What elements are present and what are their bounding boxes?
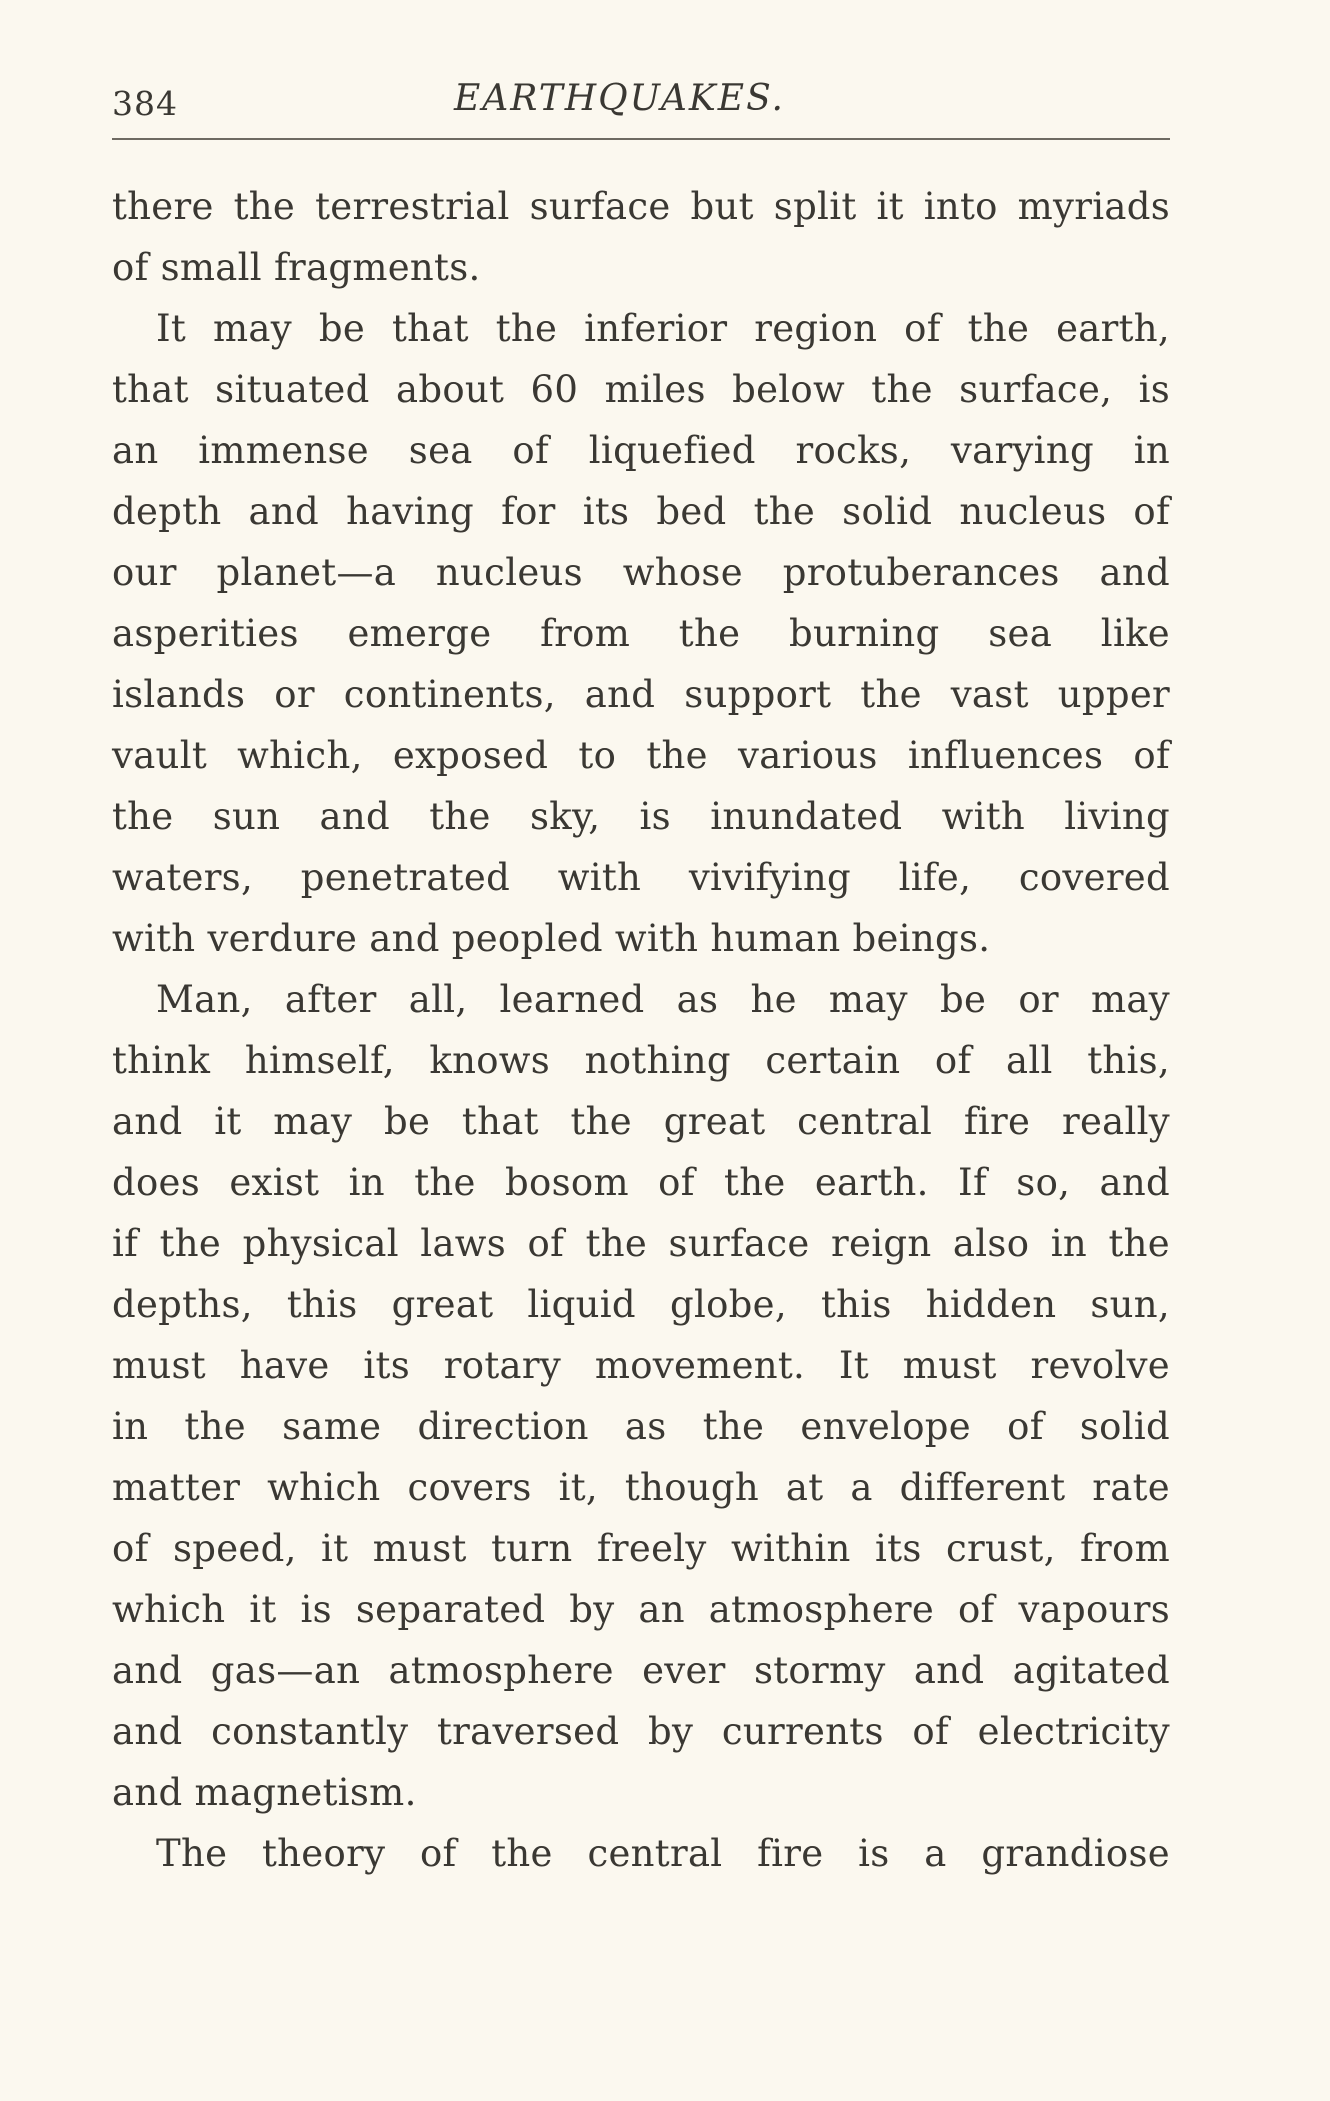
- text-line: asperities emerge from the burning sea like: [112, 612, 1170, 655]
- text-line: The theory of the central fire is a grandiose: [156, 1832, 1170, 1875]
- running-head: [112, 62, 1170, 123]
- text-line: depths, this great liquid globe, this hidden sun,: [112, 1283, 1170, 1326]
- text-line: in the same direction as the envelope of solid: [112, 1405, 1170, 1448]
- text-line: with verdure and peopled with human beings.: [112, 917, 991, 960]
- text-line: depth and having for its bed the solid nucleus of: [112, 490, 1170, 533]
- text-line: matter which covers it, though at a different rate: [112, 1466, 1170, 1509]
- text-line: our planet—a nucleus whose protuberances and: [112, 551, 1170, 594]
- text-line: which it is separated by an atmosphere of vapours: [112, 1588, 1170, 1631]
- text-line: and constantly traversed by currents of electricity: [112, 1710, 1170, 1753]
- text-line: waters, penetrated with vivifying life, covered: [112, 856, 1170, 899]
- text-line: that situated about 60 miles below the surface, is: [112, 368, 1170, 411]
- text-line: Man, after all, learned as he may be or may: [156, 978, 1170, 1021]
- page-number: 384: [112, 84, 178, 123]
- text-line: the sun and the sky, is inundated with living: [112, 795, 1170, 838]
- body-text: [112, 176, 1170, 1884]
- text-line: and magnetism.: [112, 1771, 417, 1814]
- text-line: there the terrestrial surface but split it into myriads: [112, 185, 1170, 228]
- text-line: and it may be that the great central fire really: [112, 1100, 1170, 1143]
- text-line: islands or continents, and support the vast upper: [112, 673, 1170, 716]
- running-title: EARTHQUAKES.: [454, 78, 785, 119]
- text-line: an immense sea of liquefied rocks, varying in: [112, 429, 1170, 472]
- text-line: It may be that the inferior region of the earth,: [156, 307, 1170, 350]
- text-line: and gas—an atmosphere ever stormy and agitated: [112, 1649, 1170, 1692]
- header-rule: [112, 138, 1170, 140]
- text-line: must have its rotary movement. It must revolve: [112, 1344, 1170, 1387]
- text-line: of speed, it must turn freely within its crust, from: [112, 1527, 1170, 1570]
- text-line: does exist in the bosom of the earth. If so, and: [112, 1161, 1170, 1204]
- text-line: of small fragments.: [112, 246, 481, 289]
- text-line: vault which, exposed to the various influences of: [112, 734, 1170, 777]
- text-line: think himself, knows nothing certain of all this,: [112, 1039, 1170, 1082]
- text-line: if the physical laws of the surface reign also in the: [112, 1222, 1170, 1265]
